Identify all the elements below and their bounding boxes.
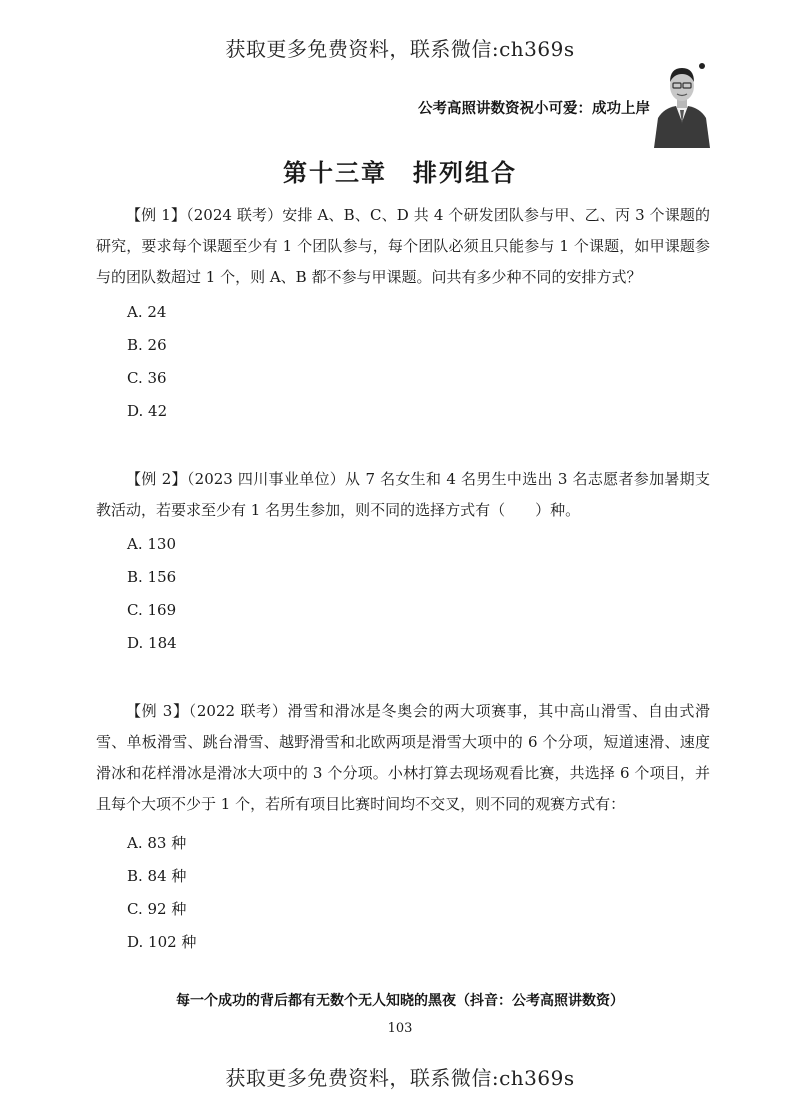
question-1-option-d: D. 42: [127, 402, 168, 420]
header-tagline: 公考高照讲数资祝小可爱：成功上岸: [418, 101, 650, 117]
question-2-text: 【例 2】（2023 四川事业单位）从 7 名女生和 4 名男生中选出 3 名志愿者参加暑期支教活动，若要求至少有 1 名男生参加，则不同的选择方式有（ ）种。: [96, 470, 710, 519]
question-3-option-b: B. 84 种: [127, 867, 187, 885]
question-3-text: 【例 3】（2022 联考）滑雪和滑冰是冬奥会的两大项赛事，其中高山滑雪、自由式滑雪、单板滑雪、跳台滑雪、越野滑雪和北欧两项是滑雪大项中的 6 个分项，短道速滑、速度滑冰和花样滑冰是滑冰大项中的 3 个分项。小林打算去现场观看比赛，共选择 6 个项目，并且每个大项不少于 1 个，若所有项目比赛时间均不交叉，则不同的观赛方式有：: [96, 702, 710, 813]
question-1-option-a: A. 24: [127, 303, 167, 321]
question-1-text: 【例 1】（2024 联考）安排 A、B、C、D 共 4 个研发团队参与甲、乙、丙 3 个课题的研究，要求每个课题至少有 1 个团队参与，每个团队必须且只能参与 1 个课题，如甲课题参与的团队数超过 1 个，则 A、B 都不参与甲课题。问共有多少种不同的安排方式？: [96, 206, 710, 286]
question-2-option-d: D. 184: [127, 634, 177, 652]
question-2-option-a: A. 130: [127, 535, 176, 553]
teacher-portrait: [650, 60, 714, 148]
question-3-option-c: C. 92 种: [127, 900, 187, 918]
page-number: 103: [387, 1021, 413, 1036]
question-3: [96, 696, 710, 820]
question-2-option-b: B. 156: [127, 568, 177, 586]
question-1: [96, 200, 710, 293]
footer-motto: 每一个成功的背后都有无数个无人知晓的黑夜（抖音：公考高照讲数资）: [176, 993, 624, 1009]
question-3-option-d: D. 102 种: [127, 933, 197, 951]
question-2-option-c: C. 169: [127, 601, 177, 619]
question-2: [96, 464, 710, 526]
question-3-option-a: A. 83 种: [127, 834, 187, 852]
question-1-option-c: C. 36: [127, 369, 167, 387]
watermark-top: 获取更多免费资料，联系微信:ch369s: [225, 37, 575, 61]
question-1-option-b: B. 26: [127, 336, 167, 354]
chapter-title: 第十三章 排列组合: [283, 158, 517, 187]
watermark-bottom: 获取更多免费资料，联系微信:ch369s: [225, 1066, 575, 1090]
